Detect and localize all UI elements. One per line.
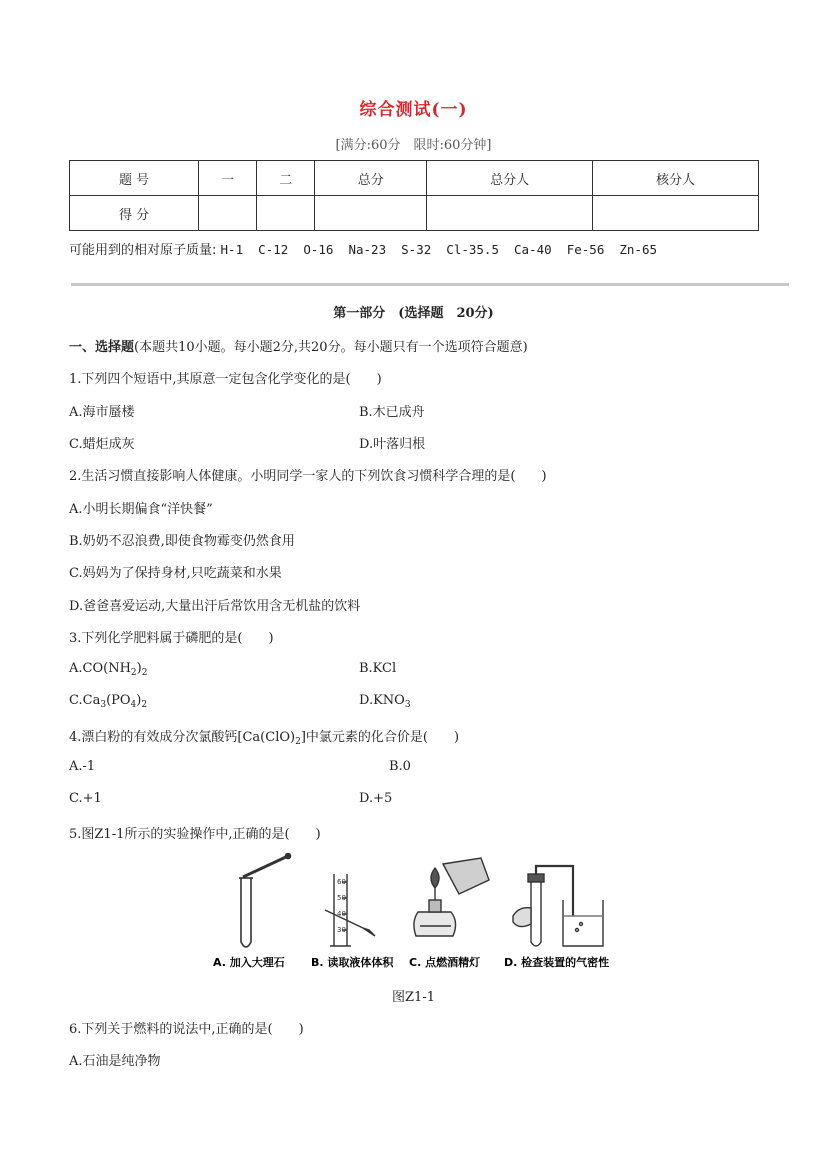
question-stem: 1.下列四个短语中,其原意一定包含化学变化的是( ) [69, 372, 382, 387]
formula-part: C.Ca [69, 693, 101, 708]
section-heading [69, 336, 528, 355]
stem-part: ]中氯元素的化合价是( ) [300, 730, 460, 745]
option-d[interactable]: D.+5 [359, 791, 393, 806]
score-row-label: 得 分 [70, 196, 199, 231]
test-tube-illustration [239, 854, 291, 948]
formula-part: ) [136, 693, 142, 708]
section-heading-rest: (本题共10小题。每小题2分,共20分。每小题只有一个选项符合题意) [134, 340, 528, 355]
subscript: 4 [130, 700, 137, 710]
question-stem: 2.生活习惯直接影响人体健康。小明同学一家人的下列饮食习惯科学合理的是( ) [69, 469, 547, 484]
formula-part: ) [136, 661, 142, 676]
atomic-masses-label: 可能用到的相对原子质量: [69, 243, 217, 258]
score-cell[interactable] [315, 196, 427, 231]
option-b[interactable]: B.KCl [359, 661, 397, 676]
atomic-masses-values: H-1 C-12 O-16 Na-23 S-32 Cl-35.5 Ca-40 Fe-56 Zn-65 [220, 242, 658, 257]
score-table-header: 题 号 [70, 161, 199, 196]
score-cell[interactable] [257, 196, 315, 231]
section-divider [71, 283, 789, 286]
figure-label: 图Z1-1 [392, 990, 435, 1005]
option-c[interactable] [69, 693, 147, 710]
figure-caption: C. 点燃酒精灯 [409, 956, 481, 969]
option-c[interactable]: C.蜡炬成灰 [69, 437, 135, 452]
score-table-header: 一 [199, 161, 257, 196]
part-title: 第一部分 (选择题 20分) [333, 306, 494, 321]
lab-operations-figure [213, 850, 618, 975]
cylinder-tick: 30 [337, 926, 346, 934]
graduated-cylinder-illustration [325, 874, 375, 946]
figure-caption: D. 检查装置的气密性 [504, 956, 610, 969]
score-table-header: 核分人 [593, 161, 759, 196]
question-stem [69, 726, 459, 747]
subscript: 3 [404, 700, 411, 710]
airtightness-apparatus-illustration [513, 866, 603, 946]
score-table-header: 总分 [315, 161, 427, 196]
exam-info: [满分:60分 限时:60分钟] [335, 138, 492, 153]
alcohol-lamp-illustration [414, 858, 489, 936]
question-stem: 3.下列化学肥料属于磷肥的是( ) [69, 631, 274, 646]
cylinder-tick: 60 [337, 878, 346, 886]
score-cell[interactable] [427, 196, 593, 231]
option-c[interactable]: C.+1 [69, 791, 102, 806]
atomic-masses [69, 239, 657, 258]
score-table-row [70, 196, 759, 231]
score-table-header: 二 [257, 161, 315, 196]
option-a[interactable]: A.石油是纯净物 [69, 1054, 161, 1069]
question-stem: 5.图Z1-1所示的实验操作中,正确的是( ) [69, 827, 321, 842]
option-a[interactable]: A.小明长期偏食“洋快餐” [69, 502, 213, 517]
figure-caption: B. 读取液体体积 [311, 956, 394, 969]
question-stem: 6.下列关于燃料的说法中,正确的是( ) [69, 1022, 304, 1037]
option-d[interactable]: D.爸爸喜爱运动,大量出汗后常饮用含无机盐的饮料 [69, 599, 361, 614]
score-table-header: 总分人 [427, 161, 593, 196]
option-b[interactable]: B.0 [389, 759, 411, 774]
section-heading-bold: 一、选择题 [69, 340, 135, 355]
lab-figure-svg [213, 850, 618, 975]
score-cell[interactable] [593, 196, 759, 231]
option-a[interactable]: A.-1 [69, 759, 96, 774]
cylinder-tick: 40 [337, 910, 346, 918]
page-title: 综合测试(一) [359, 100, 468, 120]
option-b[interactable]: B.木已成舟 [359, 405, 425, 420]
option-b[interactable]: B.奶奶不忍浪费,即使食物霉变仍然食用 [69, 534, 295, 549]
subscript: 2 [130, 668, 137, 678]
score-cell[interactable] [199, 196, 257, 231]
option-a[interactable]: A.海市蜃楼 [69, 405, 135, 420]
formula-part: D.KNO [359, 693, 405, 708]
subscript: 2 [295, 737, 301, 747]
score-table [69, 160, 759, 231]
option-d[interactable] [359, 693, 411, 710]
subscript: 2 [141, 700, 148, 710]
option-a[interactable] [69, 661, 147, 678]
score-table-header-row [70, 161, 759, 196]
formula-part: A.CO(NH [69, 661, 131, 676]
subscript: 2 [141, 668, 148, 678]
option-c[interactable]: C.妈妈为了保持身材,只吃蔬菜和水果 [69, 566, 282, 581]
subscript: 3 [100, 700, 107, 710]
stem-part: 4.漂白粉的有效成分次氯酸钙[Ca(ClO) [69, 730, 296, 745]
figure-caption: A. 加入大理石 [213, 956, 285, 969]
formula-part: (PO [106, 693, 131, 708]
option-d[interactable]: D.叶落归根 [359, 437, 426, 452]
cylinder-tick: 50 [337, 894, 346, 902]
